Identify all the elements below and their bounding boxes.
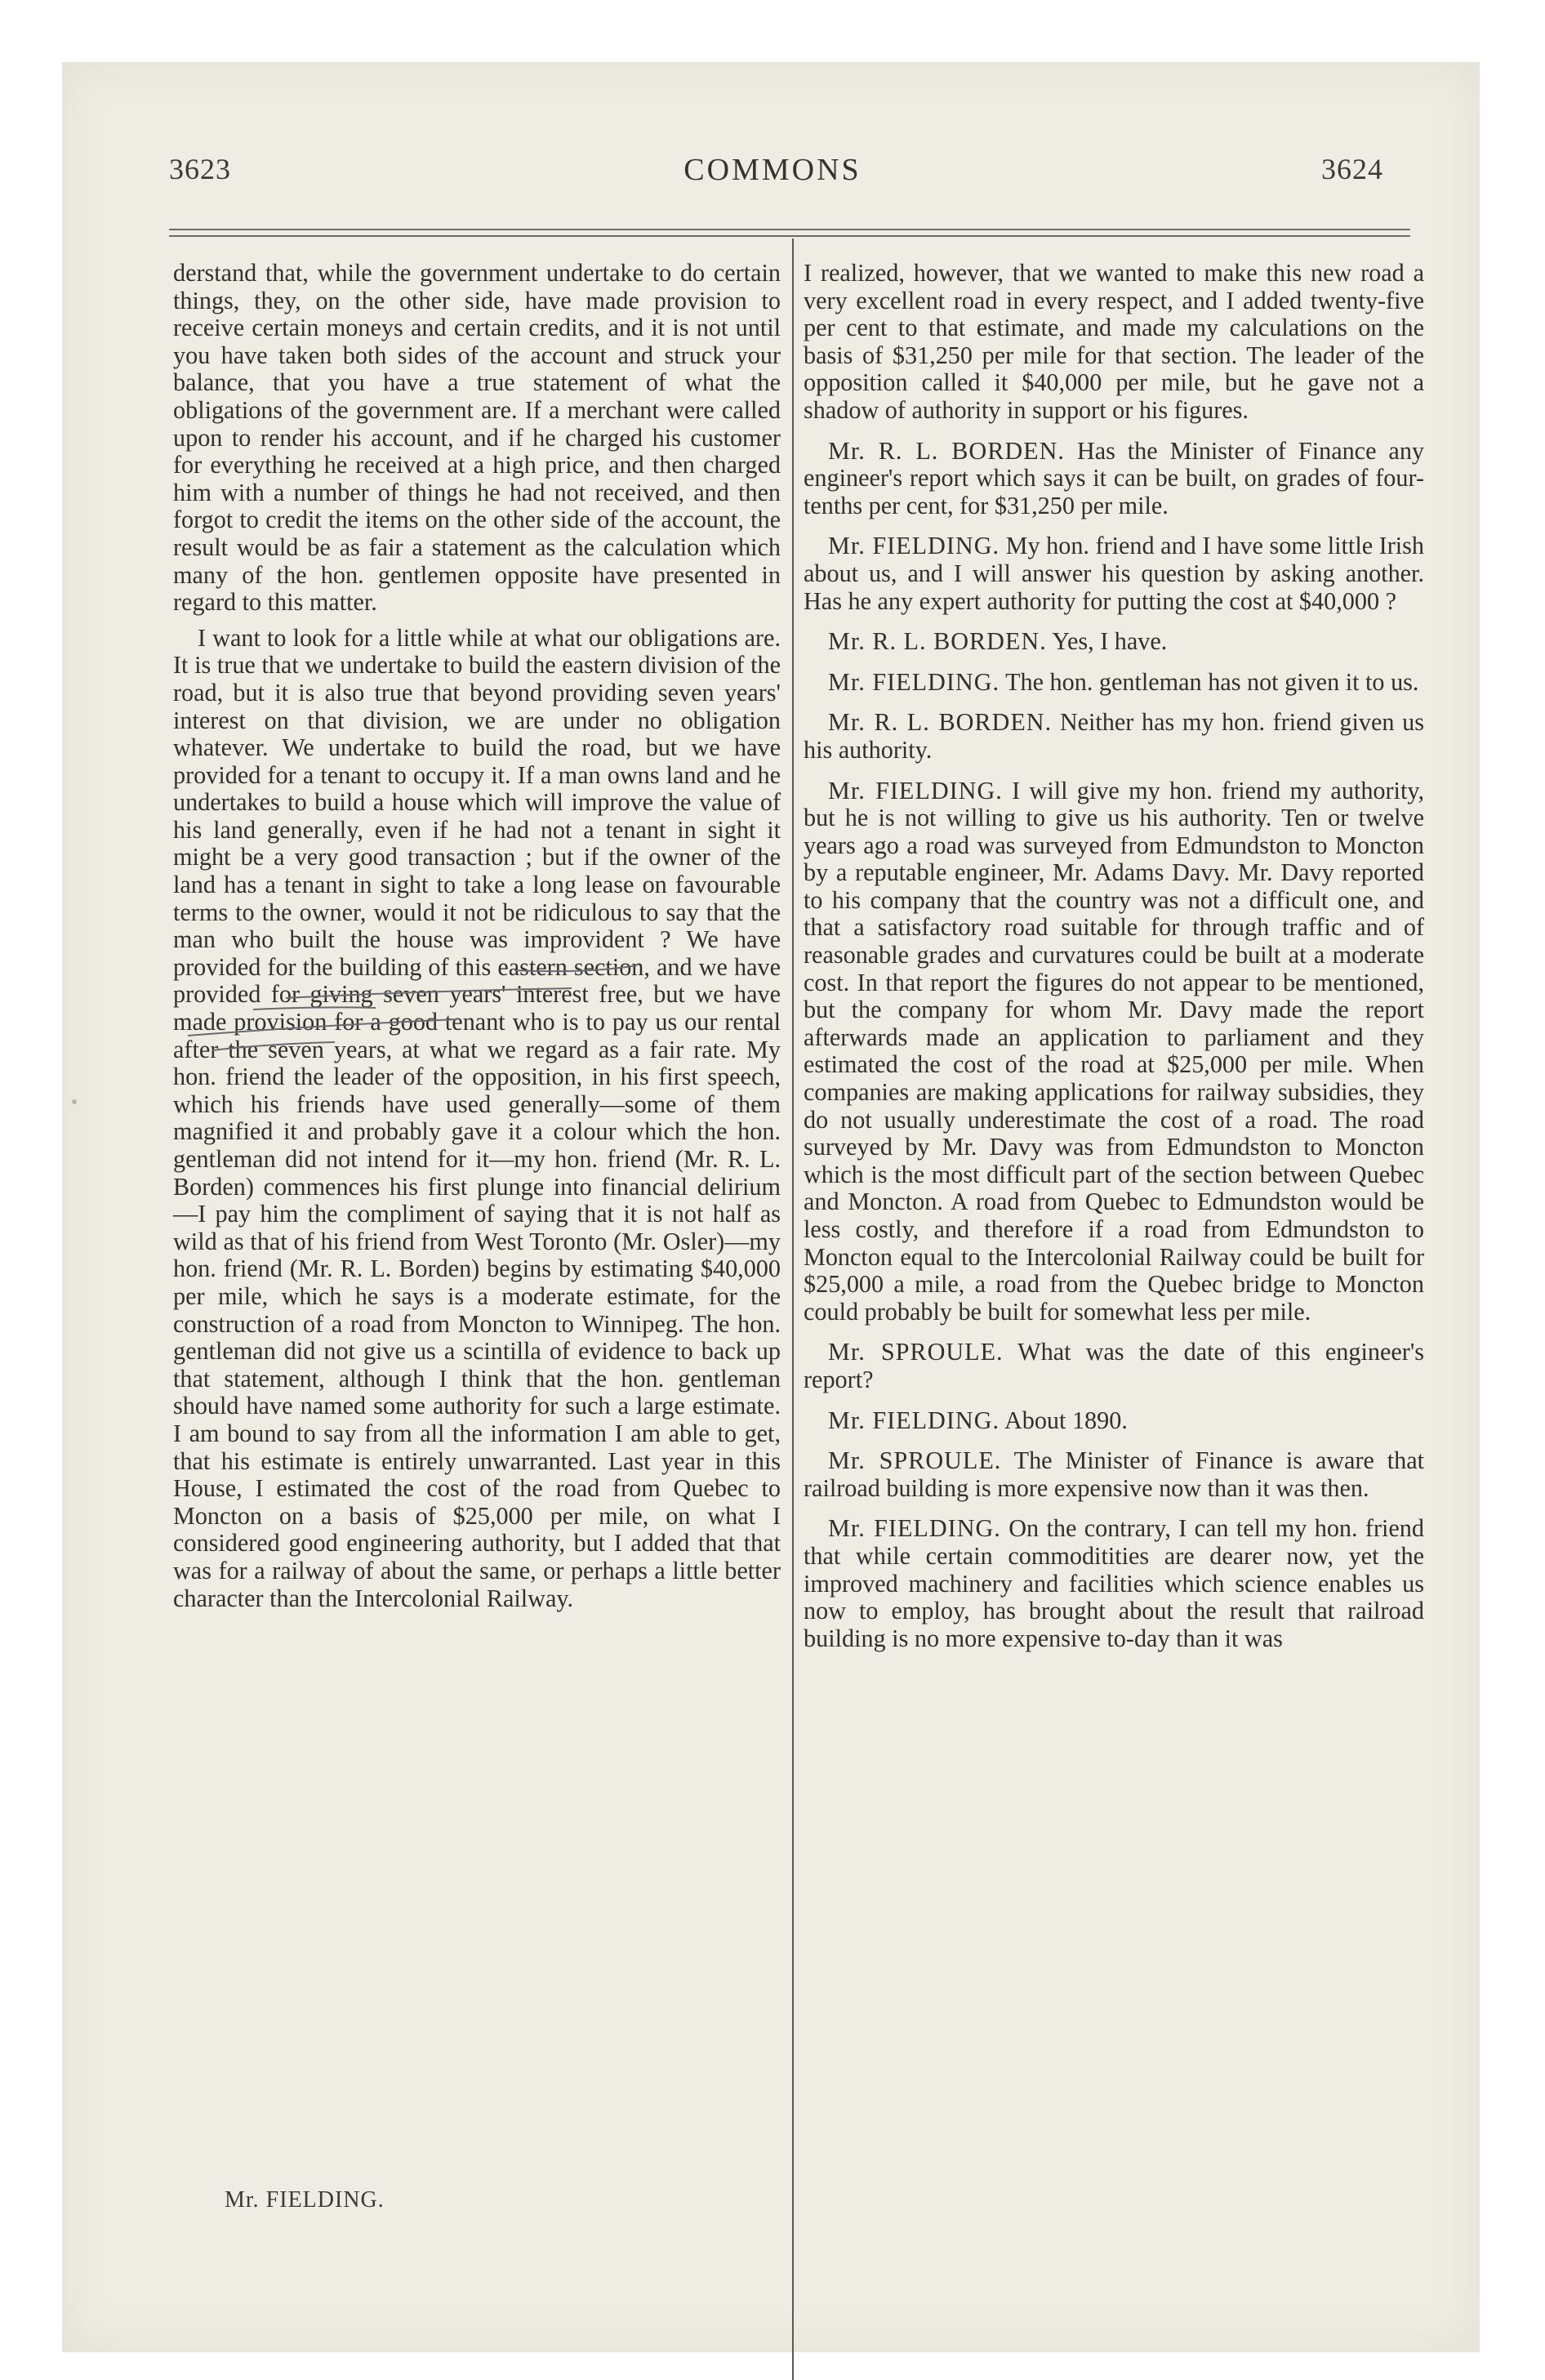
margin-speck xyxy=(72,1099,77,1104)
speech-1 xyxy=(804,438,1424,520)
speech-text: Neither has my hon. friend given us his authority. xyxy=(804,708,1425,764)
speaker-name: Mr. FIELDING. xyxy=(828,667,1000,696)
page-number-right: 3624 xyxy=(1321,153,1383,185)
right-column xyxy=(804,260,1424,1660)
speaker-name: Mr. R. L. BORDEN. xyxy=(828,436,1065,465)
speaker-name: Mr. SPROULE. xyxy=(828,1446,1002,1475)
speaker-name: Mr. SPROULE. xyxy=(828,1338,1004,1366)
pencil-underline-annotation xyxy=(163,931,800,1054)
column-divider xyxy=(792,238,794,2380)
speech-5 xyxy=(804,709,1424,764)
header-rule-top xyxy=(169,229,1410,230)
speech-text: The Minister of Finance is aware that railroad building is more expensive now than it was then. xyxy=(804,1446,1424,1502)
speech-3 xyxy=(804,628,1424,656)
speaker-name: Mr. FIELDING. xyxy=(828,1406,1000,1434)
speech-9 xyxy=(804,1447,1424,1502)
left-paragraph-1: derstand that, while the government undertake to do certain things, they, on the other side, have made provision to receive certain moneys and certain credits, and it is not until you have taken both sides of the account and struck your balance, that you have a true statement of what the obligations of the government are. If a merchant were called upon to render his account, and if he charged his customer for everything he received at a high price, and then charged him with a number of things he had not received, and then forgot to credit the items on the other side of the account, the result would be as fair a statement as the calculation which many of the hon. gentlemen opposite have presented in regard to this matter. xyxy=(173,259,781,617)
speech-6 xyxy=(804,778,1424,1326)
speech-2 xyxy=(804,533,1424,615)
speech-text: What was the date of this engineer's report? xyxy=(804,1338,1425,1393)
speech-text: The hon. gentleman has not given it to us. xyxy=(1005,667,1419,696)
speaker-name: Mr. R. L. BORDEN. xyxy=(828,708,1053,737)
running-head-title: COMMONS xyxy=(683,153,862,187)
left-paragraph-2: I want to look for a little while at what our obligations are. It is true that we undertake to build the eastern division of the road, but it is also true that beyond providing seven years' interest on that division, we are under no obligation whatever. We undertake to build the road, but we have provided for a tenant to occupy it. If a man owns land and he undertakes to build a house which will improve the value of his land generally, even if he had not a tenant in sight it might be a very good transaction ; but if the owner of the land has a tenant in sight to take a long lease on favourable terms to the owner, would it not be ridiculous to say that the man who built the house was improvident ? We have provided for the building of this eastern section, and we have provided for giving seven years' interest free, but we have made provision for a good tenant who is to pay us our rental after the seven years, at what we regard as a fair rate. My hon. friend the leader of the opposition, in his first speech, which his friends have used generally—some of them magnified it and probably gave it a colour which the hon. gentleman did not intend for it—my hon. friend (Mr. R. L. Borden) commences his first plunge into financial delirium—I pay him the compliment of saying that it is not half as wild as that of his friend from West Toronto (Mr. Osler)—my hon. friend (Mr. R. L. Borden) begins by estimating $40,000 per mile, which he says is a moderate estimate, for the construction of a road from Moncton to Winnipeg. The hon. gentleman did not give us a scintilla of evidence to back up that statement, although I think that the hon. gentleman should have named some authority for such a large estimate. I am bound to say from all the information I am able to get, that his estimate is entirely unwarranted. Last year in this House, I estimated the cost of the road from Quebec to Moncton on a basis of $25,000 per mile, on what I considered good engineering authority, but I added that that was for a railway of about the same, or perhaps a little better character than the Intercolonial Railway. xyxy=(173,623,781,1612)
speaker-name: Mr. R. L. BORDEN. xyxy=(828,627,1047,656)
speech-text: Has the Minister of Finance any engineer's report which says it can be built, on grades of four-tenths per cent, for $31,250 per mile. xyxy=(804,436,1425,519)
speech-4 xyxy=(804,669,1424,697)
speech-text: My hon. friend and I have some little Irish about us, and I will answer his question by asking another. Has he any expert authority for putting the cost at $40,000 ? xyxy=(804,532,1425,615)
footer-speaker-name: Mr. FIELDING. xyxy=(225,2187,385,2213)
right-paragraph-1: I realized, however, that we wanted to make this new road a very excellent road in every respect, and I added twenty-five per cent to that estimate, and made my calculations on the basis of $31,250 per mile for that section. The leader of the opposition called it $40,000 per mile, but he gave not a shadow of authority in support or his figures. xyxy=(804,259,1424,424)
header-rule-bottom xyxy=(169,235,1410,237)
speaker-name: Mr. FIELDING. xyxy=(828,776,1003,804)
speech-7 xyxy=(804,1339,1424,1393)
speech-text: I will give my hon. friend my authority, but he is not willing to give us his authority. Ten or twelve years ago a road was surveyed from Edmundston to Moncton by a reputable engineer, Mr. Adams Davy. Mr. Davy reported to his company that the country was not a difficult one, and that a satisfactory road suitable for through traffic and of reasonable grades and curvatures could be built at a moderate cost. In that report the figures do not appear to be mentioned, but the company for whom Mr. Davy made the report afterwards made an application to parliament and they estimated the cost of the road at $25,000 per mile. When companies are making applications for railway subsidies, they do not usually underestimate the cost of a road. The road surveyed by Mr. Davy was from Edmundston to Moncton which is the most difficult part of the section between Quebec and Moncton. A road from Quebec to Edmundston would be less costly, and therefore if a road from Edmundston to Moncton equal to the Intercolonial Railway could be built for $25,000 a mile, a road from the Quebec bridge to Moncton could probably be built for somewhat less per mile. xyxy=(804,776,1425,1326)
page-number-left: 3623 xyxy=(169,153,231,185)
speech-8 xyxy=(804,1407,1424,1435)
speaker-name: Mr. FIELDING. xyxy=(828,1514,1001,1543)
speech-text: Yes, I have. xyxy=(1052,627,1168,656)
speaker-name: Mr. FIELDING. xyxy=(828,532,1000,560)
speech-text: On the contrary, I can tell my hon. friend that while certain commoditities are dearer now, yet the improved machinery and facilities which science enables us now to employ, has brought about the result that railroad building is no more expensive to-day than it was xyxy=(804,1514,1424,1652)
speech-text: About 1890. xyxy=(1004,1406,1128,1434)
speech-10 xyxy=(804,1515,1424,1652)
